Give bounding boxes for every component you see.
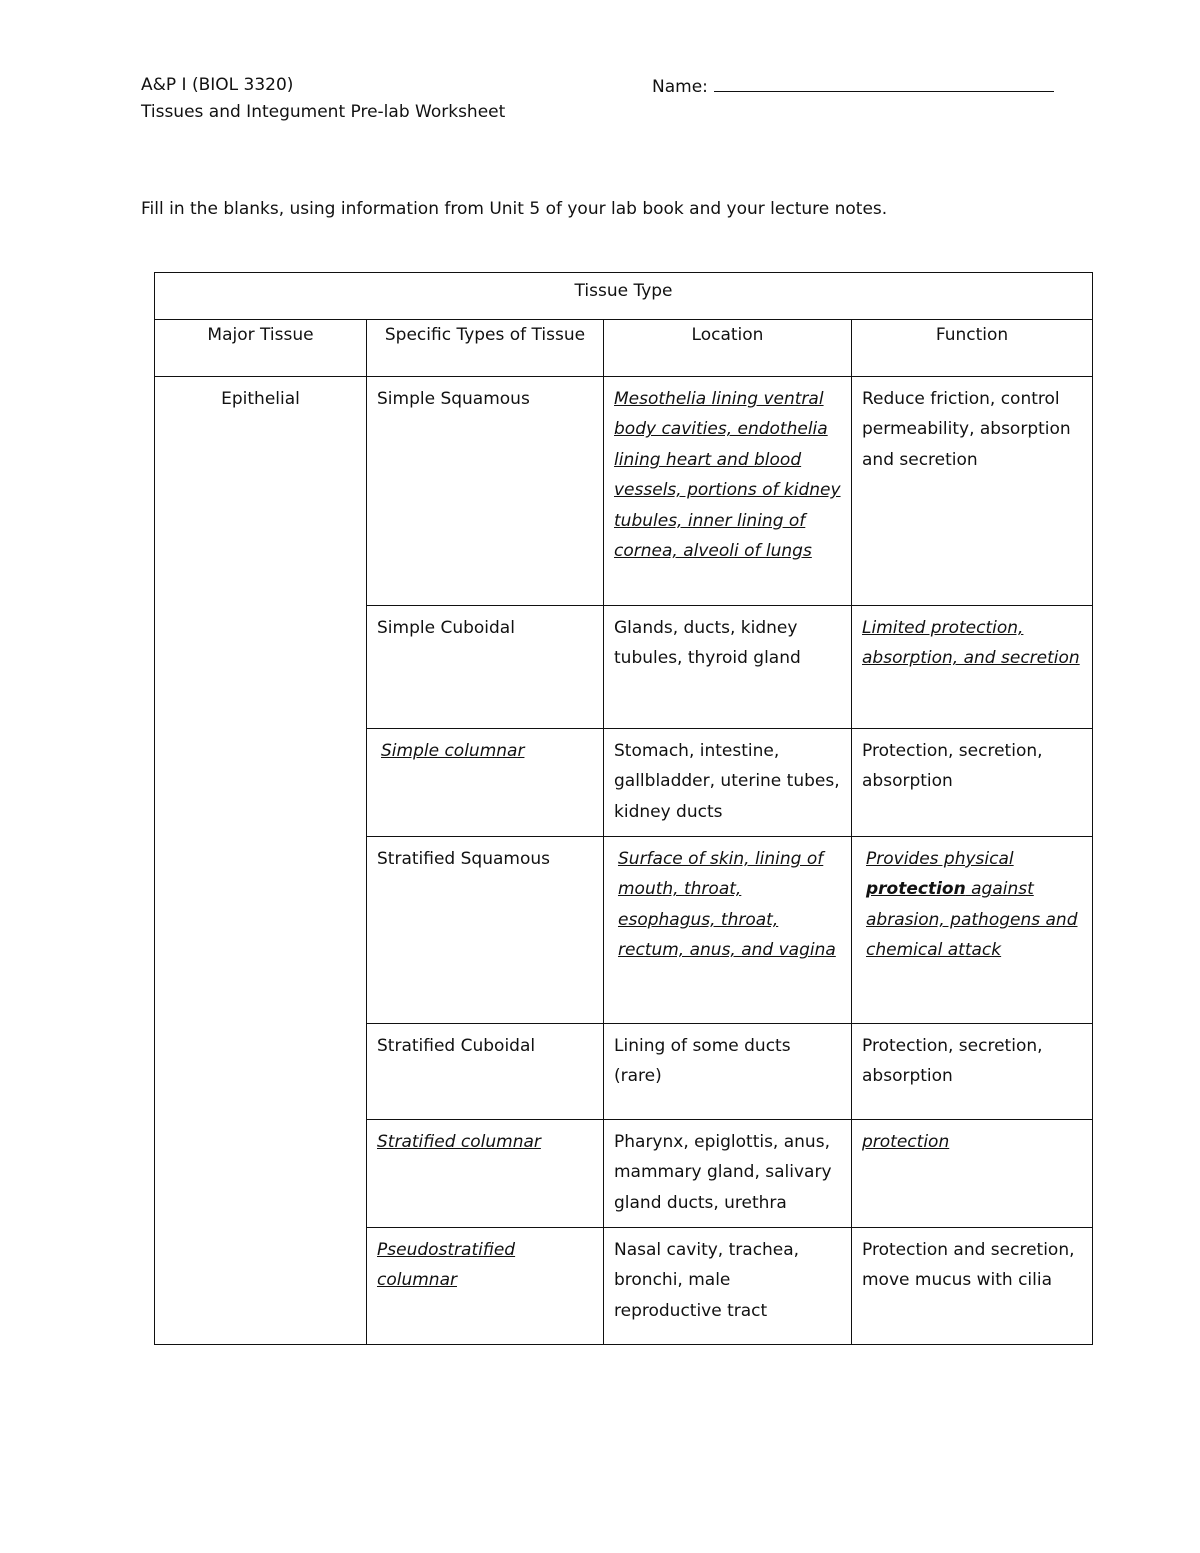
type-answer: Pseudostratified columnar [377, 1240, 516, 1291]
type-cell [367, 837, 604, 1024]
function-cell [852, 1024, 1093, 1120]
location-cell[interactable] [604, 837, 852, 1024]
name-label: Name: [652, 77, 708, 97]
column-header [367, 320, 604, 377]
location-value: Glands, ducts, kidney tubules, thyroid gland [614, 618, 801, 669]
type-value: Simple Cuboidal [377, 618, 515, 638]
type-answer: Stratified columnar [377, 1132, 541, 1152]
tissue-table [154, 272, 1093, 1345]
type-cell [367, 606, 604, 729]
function-value: Protection and secretion, move mucus with cilia [862, 1240, 1075, 1291]
location-cell[interactable] [604, 377, 852, 606]
instructions: Fill in the blanks, using information from Unit 5 of your lab book and your lecture notes. [141, 199, 888, 219]
location-cell [604, 729, 852, 837]
function-text-bold: protection [866, 879, 966, 900]
column-header [852, 320, 1093, 377]
table-title: Tissue Type [574, 281, 673, 301]
column-header-specific: Specific Types of Tissue [384, 325, 586, 345]
function-text-post: against abrasion, pathogens and chemical attack [866, 879, 1078, 961]
column-header-location: Location [691, 325, 764, 345]
column-header-major: Major Tissue [207, 325, 314, 345]
function-text-pre: Provides physical [866, 849, 1014, 869]
location-answer: Surface of skin, lining of mouth, throat, esophagus, throat, rectum, anus, and vagina [618, 849, 836, 961]
function-cell [852, 1228, 1093, 1345]
major-tissue-cell [155, 377, 367, 1345]
location-value: Stomach, intestine, gallbladder, uterine tubes, kidney ducts [614, 741, 840, 822]
type-cell[interactable] [367, 1228, 604, 1345]
type-value: Simple Squamous [377, 389, 530, 409]
location-cell [604, 1228, 852, 1345]
function-answer: protection [862, 1132, 950, 1152]
function-cell [852, 729, 1093, 837]
course-title: A&P I (BIOL 3320) [141, 75, 294, 95]
function-answer: Limited protection, absorption, and secretion [862, 618, 1080, 669]
function-cell[interactable] [852, 1120, 1093, 1228]
location-answer: Mesothelia lining ventral body cavities, endothelia lining heart and blood vessels, portions of kidney tubules, inner lining of cornea, alveoli of lungs [614, 389, 841, 562]
name-blank-line[interactable] [714, 73, 1054, 92]
column-header [155, 320, 367, 377]
type-answer: Simple columnar [381, 741, 525, 761]
function-cell [852, 377, 1093, 606]
function-cell[interactable] [852, 837, 1093, 1024]
type-cell[interactable] [367, 729, 604, 837]
function-value: Protection, secretion, absorption [862, 741, 1043, 792]
type-cell [367, 1024, 604, 1120]
type-value: Stratified Cuboidal [377, 1036, 536, 1056]
table-title-cell [155, 273, 1093, 320]
location-value: Pharynx, epiglottis, anus, mammary gland, salivary gland ducts, urethra [614, 1132, 832, 1213]
worksheet-subtitle: Tissues and Integument Pre-lab Worksheet [141, 102, 506, 122]
location-value: Nasal cavity, trachea, bronchi, male reproductive tract [614, 1240, 800, 1321]
type-cell [367, 377, 604, 606]
type-value: Stratified Squamous [377, 849, 550, 869]
function-cell[interactable] [852, 606, 1093, 729]
type-cell[interactable] [367, 1120, 604, 1228]
location-cell [604, 1120, 852, 1228]
location-value: Lining of some ducts (rare) [614, 1036, 791, 1087]
column-header-function: Function [935, 325, 1009, 345]
table-row [155, 377, 1093, 606]
column-header [604, 320, 852, 377]
function-value: Protection, secretion, absorption [862, 1036, 1043, 1087]
function-value: Reduce friction, control permeability, absorption and secretion [862, 389, 1071, 470]
name-field [652, 73, 1054, 99]
major-tissue-label: Epithelial [221, 389, 300, 409]
function-answer [852, 837, 1092, 972]
location-cell [604, 606, 852, 729]
location-cell [604, 1024, 852, 1120]
